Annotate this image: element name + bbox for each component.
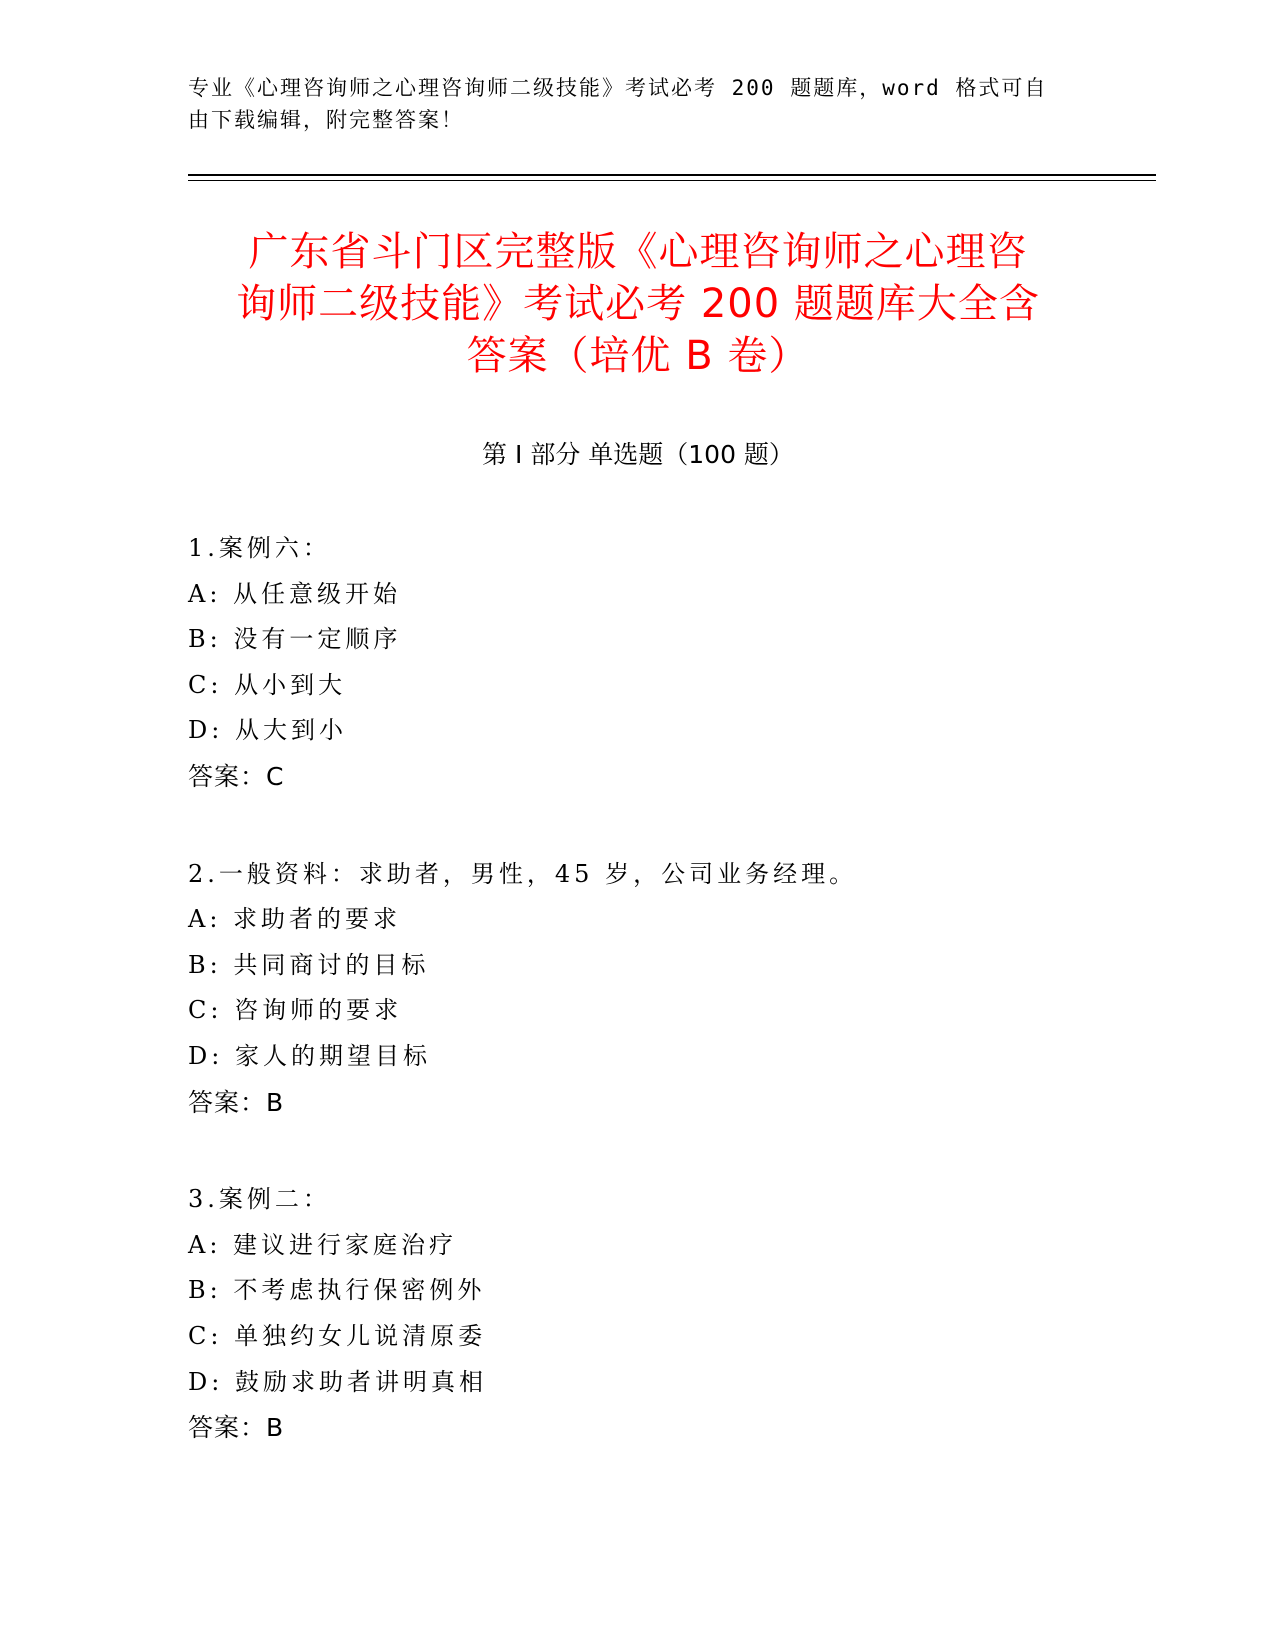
option-b: B: 没有一定顺序 xyxy=(188,625,402,654)
option-c: C: 从小到大 xyxy=(188,670,347,699)
option-c: C: 单独约女儿说清原委 xyxy=(188,1321,487,1350)
answer-line: 答案：C xyxy=(188,761,285,791)
section-heading: 第 I 部分 单选题（100 题） xyxy=(482,440,794,469)
option-c: C: 咨询师的要求 xyxy=(188,996,403,1025)
option-d: D: 从大到小 xyxy=(188,716,347,745)
title-line-3: 答案（培优 B 卷） xyxy=(466,333,810,379)
header-rule-thick xyxy=(188,174,1156,176)
option-a: A: 求助者的要求 xyxy=(188,905,402,934)
option-d: D: 鼓励求助者讲明真相 xyxy=(188,1367,487,1396)
option-b: B: 不考虑执行保密例外 xyxy=(188,1276,486,1305)
document-title xyxy=(188,226,1088,382)
header-note xyxy=(188,72,1068,136)
question-stem: 3.案例二： xyxy=(188,1185,331,1214)
header-rule-thin xyxy=(188,180,1156,181)
option-b: B: 共同商讨的目标 xyxy=(188,950,430,979)
header-note-line-1: 专业《心理咨询师之心理咨询师二级技能》考试必考 200 题题库，word 格式可自 xyxy=(188,76,1048,100)
question-stem: 2.一般资料：求助者，男性，45 岁，公司业务经理。 xyxy=(188,859,858,888)
header-note-line-2: 由下载编辑，附完整答案！ xyxy=(188,108,464,132)
title-line-1: 广东省斗门区完整版《心理咨询师之心理咨 xyxy=(248,229,1028,275)
option-d: D: 家人的期望目标 xyxy=(188,1041,431,1070)
answer-line: 答案：B xyxy=(188,1413,285,1443)
option-a: A: 建议进行家庭治疗 xyxy=(188,1230,458,1259)
question-item xyxy=(188,526,1088,800)
question-stem: 1.案例六： xyxy=(188,534,331,562)
answer-line: 答案：B xyxy=(188,1087,285,1117)
question-item xyxy=(188,852,1088,1126)
title-line-2: 询师二级技能》考试必考 200 题题库大全含 xyxy=(236,281,1040,327)
option-a: A: 从任意级开始 xyxy=(188,579,402,608)
question-list xyxy=(188,526,1088,1503)
question-item xyxy=(188,1177,1088,1451)
